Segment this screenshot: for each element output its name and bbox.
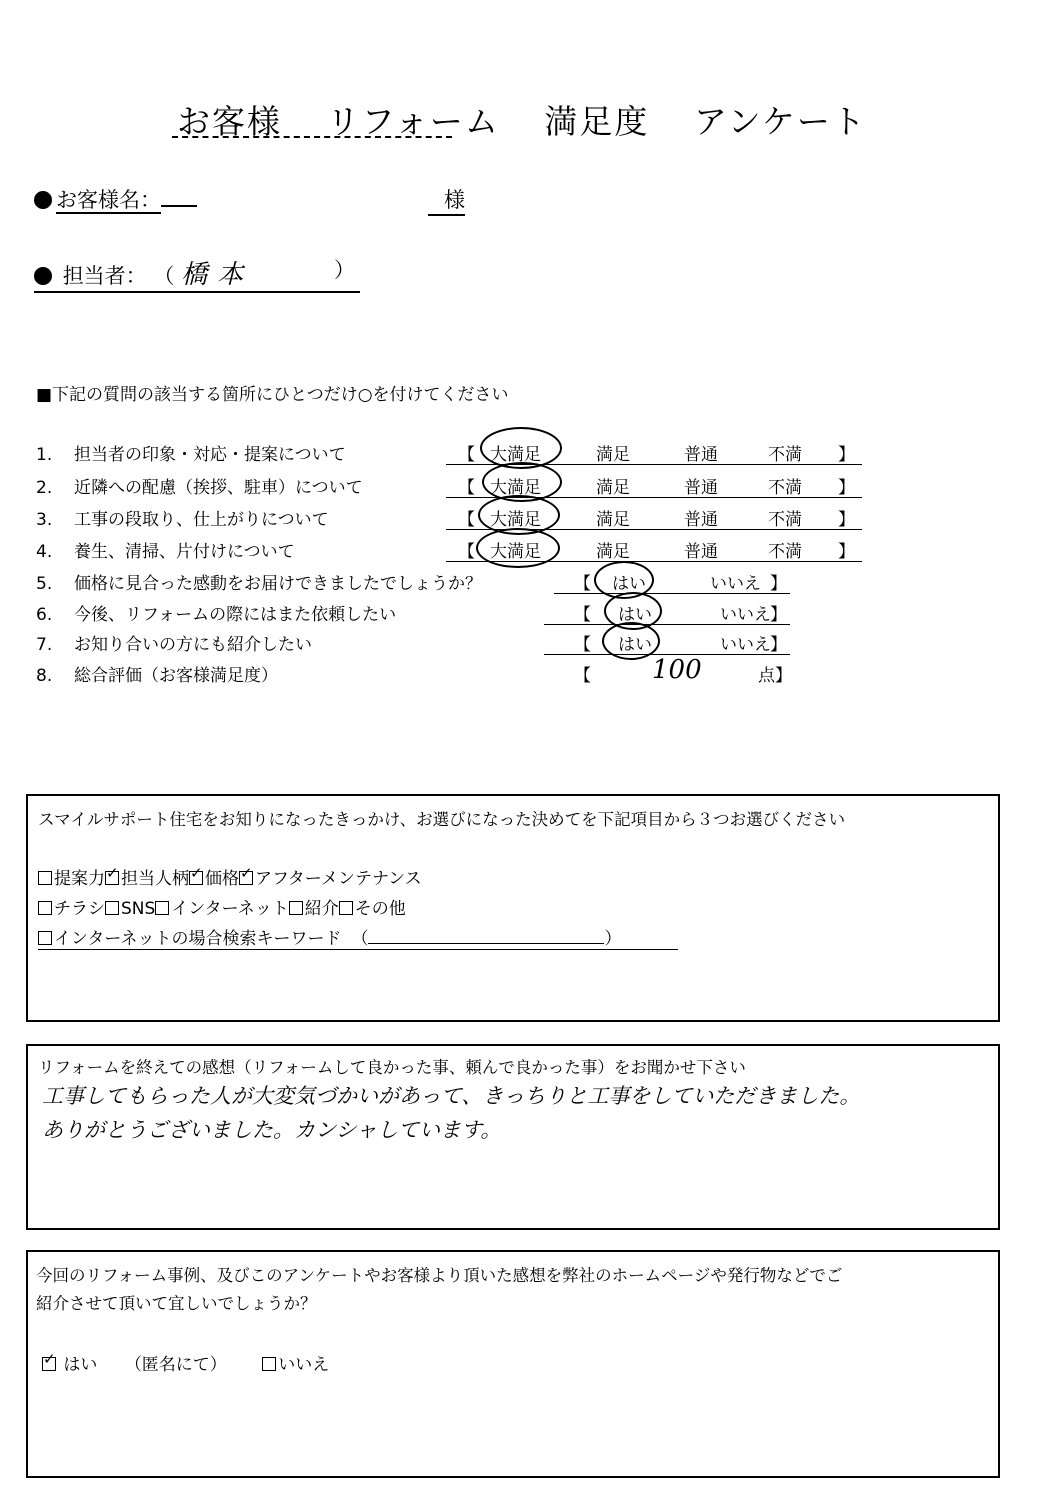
question-text: 価格に見合った感動をお届けできましたでしょうか？	[74, 574, 482, 594]
bracket-open: 【	[458, 445, 475, 465]
option-dissatisfied[interactable]: 不満	[768, 478, 802, 498]
bracket-open: 【	[574, 605, 591, 625]
bracket-close: 】	[838, 510, 855, 530]
overall-score[interactable]: 100	[652, 655, 702, 685]
checkbox-label: 紹介	[304, 899, 339, 919]
option-no-label: いいえ	[278, 1355, 330, 1375]
option-very-satisfied[interactable]: 大満足	[490, 542, 541, 562]
checkbox-icon[interactable]	[289, 901, 303, 915]
discovery-row-3	[38, 924, 678, 950]
option-average[interactable]: 普通	[684, 542, 718, 562]
bracket-open: 【	[574, 666, 591, 686]
bracket-open: 【	[574, 635, 591, 655]
option-dissatisfied[interactable]: 不満	[768, 542, 802, 562]
feedback-box	[26, 1044, 1000, 1230]
options-row-8	[560, 655, 792, 686]
question-number: 7.	[36, 635, 53, 655]
checkbox-label: インターネット	[171, 899, 289, 919]
anonymous-note: （匿名にて）	[124, 1355, 227, 1375]
checkbox-icon[interactable]	[262, 1357, 276, 1371]
checkbox-icon[interactable]	[339, 901, 353, 915]
title-word-survey: アンケート	[693, 102, 867, 141]
title-word-reform: リフォーム	[326, 102, 500, 141]
checkbox-checked-icon[interactable]	[105, 871, 119, 885]
option-satisfied[interactable]: 満足	[596, 542, 630, 562]
bracket-close: 】	[770, 574, 787, 594]
question-text: 担当者の印象・対応・提案について	[74, 445, 346, 465]
discovery-row-2	[38, 894, 406, 919]
title-word-customer: お客様	[177, 102, 283, 141]
bullet-icon	[34, 191, 52, 209]
checkbox-label: チラシ	[54, 899, 105, 919]
option-dissatisfied[interactable]: 不満	[768, 445, 802, 465]
title-word-satisfaction: 満足度	[544, 102, 650, 141]
keyword-input[interactable]	[368, 943, 604, 944]
question-6	[36, 600, 396, 625]
question-7	[36, 630, 312, 655]
checkbox-icon[interactable]	[105, 901, 119, 915]
question-text: お知り合いの方にも紹介したい	[74, 635, 312, 655]
instruction-text: ■下記の質問の該当する箇所にひとつだけ○を付けてください	[36, 385, 509, 405]
checkbox-label: アフターメンテナンス	[255, 869, 422, 889]
question-5	[36, 569, 482, 594]
checkbox-label: 提案力	[54, 869, 105, 889]
options-row-6	[544, 600, 790, 625]
checkbox-checked-icon[interactable]	[239, 871, 253, 885]
checkbox-label: 価格	[205, 869, 239, 889]
question-text: 総合評価（お客様満足度）	[74, 666, 278, 686]
option-very-satisfied[interactable]: 大満足	[490, 445, 541, 465]
customer-name-value[interactable]	[161, 205, 197, 207]
option-very-satisfied[interactable]: 大満足	[490, 510, 541, 530]
question-number: 1.	[36, 445, 53, 465]
permission-options	[42, 1350, 329, 1375]
customer-name-label: お客様名：	[56, 188, 161, 212]
option-yes-label: はい	[63, 1355, 98, 1375]
checkbox-icon[interactable]	[38, 871, 52, 885]
staff-name[interactable]: 橋本	[181, 260, 254, 290]
option-no[interactable]: いいえ	[720, 605, 771, 625]
discovery-row-1	[38, 864, 422, 889]
bracket-close: 】	[838, 542, 855, 562]
question-number: 6.	[36, 605, 53, 625]
question-text: 今後、リフォームの際にはまた依頼したい	[74, 605, 397, 625]
keyword-close-paren: ）	[604, 929, 622, 949]
bracket-close: 】	[770, 605, 787, 625]
discovery-question: スマイルサポート住宅をお知りになったきっかけ、お選びになった決めてを下記項目から３つお選びください	[38, 810, 846, 829]
question-number: 8.	[36, 666, 53, 686]
question-1	[36, 440, 346, 465]
options-row-7	[544, 630, 790, 655]
options-row-5	[554, 569, 790, 594]
option-very-satisfied[interactable]: 大満足	[490, 478, 541, 498]
option-satisfied[interactable]: 満足	[596, 445, 630, 465]
discovery-box	[26, 794, 1000, 1022]
question-number: 4.	[36, 542, 53, 562]
feedback-question: リフォームを終えての感想（リフォームして良かった事、頼んで良かった事）をお聞かせ下さい	[38, 1058, 746, 1077]
selection-circle	[476, 528, 560, 568]
keyword-label: インターネットの場合検索キーワード	[54, 929, 342, 949]
question-8	[36, 661, 278, 686]
question-number: 5.	[36, 574, 53, 594]
checkbox-label: SNS	[121, 899, 156, 919]
question-4	[36, 537, 295, 562]
option-average[interactable]: 普通	[684, 510, 718, 530]
option-no[interactable]: いいえ	[720, 635, 771, 655]
staff-open-paren: （	[153, 264, 175, 288]
bracket-open: 【	[574, 574, 591, 594]
question-text: 近隣への配慮（挨拶、駐車）について	[74, 478, 363, 498]
option-yes[interactable]: はい	[618, 635, 652, 655]
checkbox-label: その他	[354, 899, 406, 919]
keyword-open-paren: （	[351, 929, 369, 949]
survey-title	[0, 96, 1044, 143]
option-yes[interactable]: はい	[618, 605, 652, 625]
feedback-answer-line-2[interactable]: ありがとうございました。カンシャしています。	[42, 1118, 502, 1142]
bracket-close: 】	[838, 478, 855, 498]
option-average[interactable]: 普通	[684, 445, 718, 465]
permission-box	[26, 1250, 1000, 1478]
staff-row	[34, 254, 360, 293]
title-underline	[172, 136, 452, 138]
option-average[interactable]: 普通	[684, 478, 718, 498]
checkbox-icon[interactable]	[38, 931, 52, 945]
bracket-open: 【	[458, 542, 475, 562]
bracket-close: 】	[838, 445, 855, 465]
score-unit: 点】	[758, 666, 792, 686]
question-3	[36, 505, 329, 530]
staff-label: 担当者：	[62, 264, 147, 288]
bullet-icon	[34, 267, 52, 285]
checkbox-checked-icon[interactable]	[42, 1357, 56, 1371]
option-no[interactable]: いいえ	[710, 574, 761, 594]
checkbox-icon[interactable]	[155, 901, 169, 915]
option-yes[interactable]: はい	[612, 574, 646, 594]
customer-suffix: 様	[428, 184, 465, 216]
bracket-open: 【	[458, 510, 475, 530]
checkbox-checked-icon[interactable]	[189, 871, 203, 885]
question-2	[36, 473, 363, 498]
selection-circle	[602, 622, 660, 660]
question-text: 工事の段取り、仕上がりについて	[74, 510, 329, 530]
customer-name-row	[34, 184, 197, 214]
permission-question-line-1: 今回のリフォーム事例、及びこのアンケートやお客様より頂いた感想を弊社のホームページや発行物などでご	[36, 1266, 843, 1285]
option-dissatisfied[interactable]: 不満	[768, 510, 802, 530]
question-number: 2.	[36, 478, 53, 498]
checkbox-icon[interactable]	[38, 901, 52, 915]
bracket-close: 】	[770, 635, 787, 655]
question-text: 養生、清掃、片付けについて	[74, 542, 295, 562]
checkbox-label: 担当人柄	[121, 869, 189, 889]
question-number: 3.	[36, 510, 53, 530]
staff-close-paren: ）	[334, 258, 355, 282]
bracket-open: 【	[458, 478, 475, 498]
option-satisfied[interactable]: 満足	[596, 478, 630, 498]
feedback-answer-line-1[interactable]: 工事してもらった人が大変気づかいがあって、きっちりと工事をしていただきました。	[42, 1084, 861, 1108]
option-satisfied[interactable]: 満足	[596, 510, 630, 530]
permission-question-line-2: 紹介させて頂いて宜しいでしょうか？	[36, 1294, 317, 1313]
